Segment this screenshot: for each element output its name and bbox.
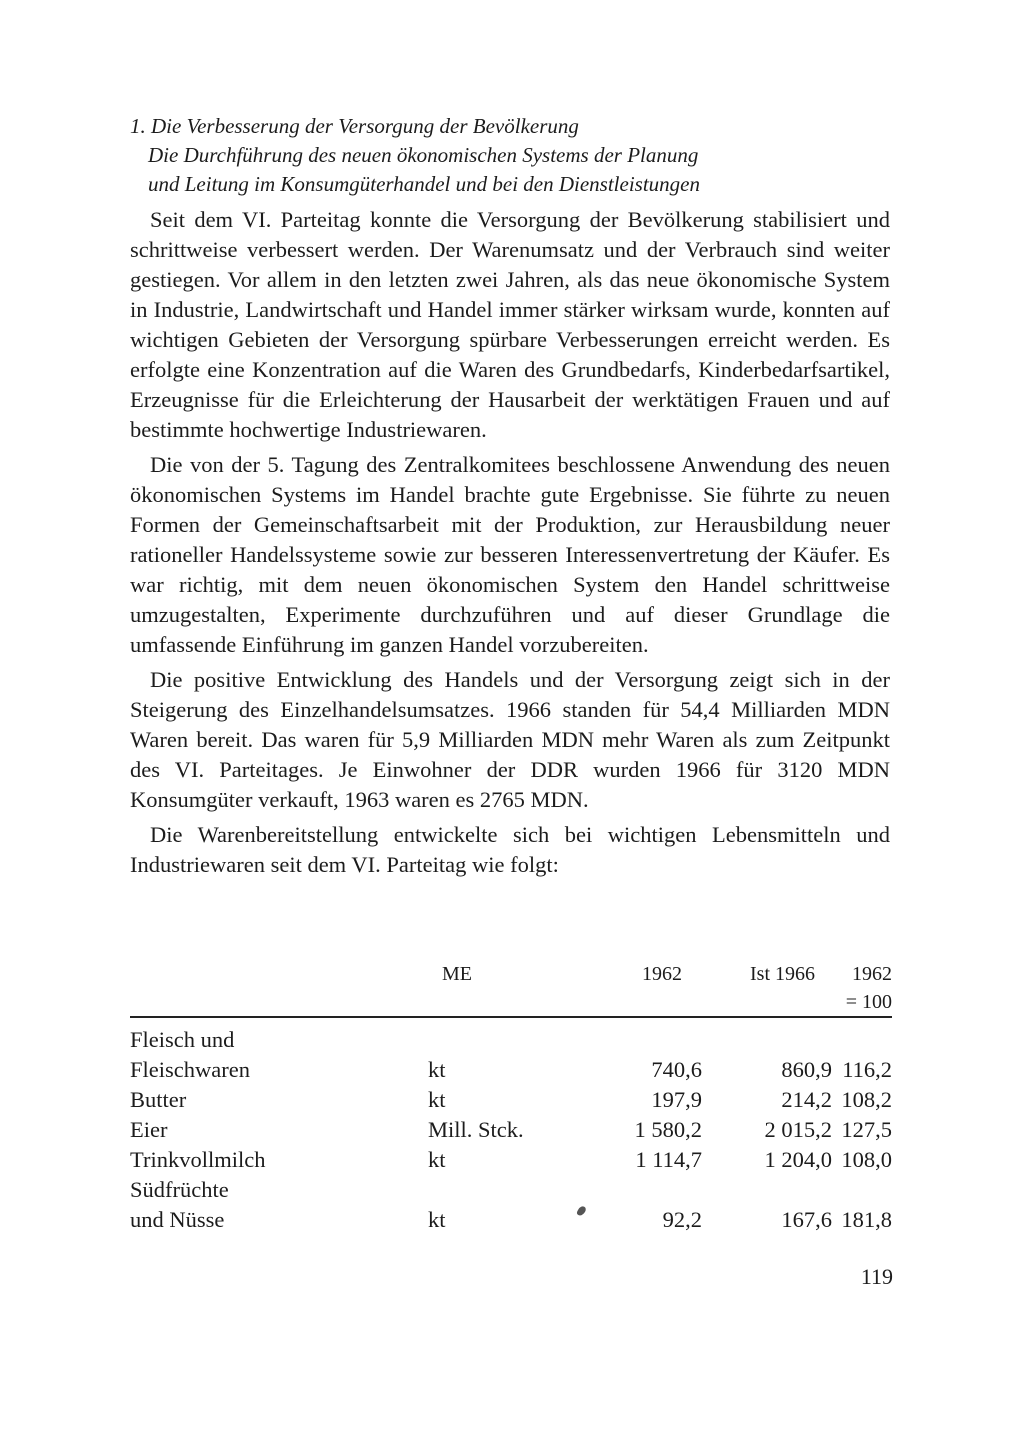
- row-value-1966: 2 015,2: [764, 1117, 832, 1142]
- row-unit: kt: [428, 1057, 446, 1082]
- row-label: Südfrüchte: [130, 1177, 229, 1202]
- table-body: [130, 1018, 892, 1235]
- header-index-bottom: = 100: [845, 991, 892, 1013]
- row-index: 108,2: [841, 1087, 892, 1112]
- heading-line-2: Die Durchführung des neuen ökonomischen Systems der Planung: [148, 143, 699, 167]
- row-unit: Mill. Stck.: [428, 1117, 524, 1142]
- paragraph-1: Seit dem VI. Parteitag konnte die Versorgung der Bevölkerung stabilisiert und schrittweise verbessert werden. Der Warenumsatz und der Verbrauch sind weiter gestiegen. Vor allem in den letzten zwei Jahren, als das neue ökonomische System in Industrie, Landwirtschaft und Handel immer stärker wirksam wurde, konnten auf wichtigen Gebieten der Versorgung spürbare Verbesserungen erreicht werden. Es erfolgte eine Konzentration auf die Waren des Grundbedarfs, Kinderbedarfsartikel, Erzeugnisse für die Erleichterung der Hausarbeit der werktätigen Frauen und auf bestimmte hochwertige Industriewaren.: [130, 207, 890, 442]
- header-index: [846, 960, 892, 1016]
- row-label-cont: und Nüsse: [130, 1207, 225, 1232]
- paragraph-2: Die von der 5. Tagung des Zentralkomitees beschlossene Anwendung des neuen ökonomischen Systems im Handel brachte gute Ergebnisse. Sie führte zu neuen Formen der Gemeinschaftsarbeit mit der Produktion, zur Herausbildung neuer rationeller Handelssysteme sowie zur besseren Interessenvertretung der Käufer. Es war richtig, mit dem neuen ökonomischen System den Handel schrittweise umzugestalten, Experimente durchzuführen und auf dieser Grundlage die umfassende Einführung im ganzen Handel vorzubereiten.: [130, 452, 890, 657]
- paragraph-3: Die positive Entwicklung des Handels und der Versorgung zeigt sich in der Steigerung des Einzelhandelsumsatzes. 1966 standen für 54,4 Milliarden MDN Waren bereit. Das waren für 5,9 Milliarden MDN mehr Waren als zum Zeitpunkt des VI. Parteitages. Je Einwohner der DDR wurden 1966 für 3120 MDN Konsumgüter verkauft, 1963 waren es 2765 MDN.: [130, 667, 890, 812]
- table-row: [130, 1115, 892, 1145]
- row-index: 108,0: [841, 1147, 892, 1172]
- table-header: [130, 958, 892, 1018]
- row-value-1966: 167,6: [781, 1207, 832, 1232]
- row-value-1966: 214,2: [781, 1087, 832, 1112]
- row-value-1962: 1 580,2: [634, 1117, 702, 1142]
- section-heading: [130, 112, 870, 199]
- header-me: ME: [442, 963, 472, 985]
- row-label-cont: Fleischwaren: [130, 1057, 250, 1082]
- paragraph-4: Die Warenbereitstellung entwickelte sich bei wichtigen Lebensmitteln und Industriewaren seit dem VI. Parteitag wie folgt:: [130, 822, 890, 877]
- table-row: [130, 1145, 892, 1175]
- supply-table: [130, 958, 892, 1235]
- header-ist-1966: Ist 1966: [750, 963, 815, 985]
- row-value-1966: 1 204,0: [764, 1147, 832, 1172]
- row-value-1962: 197,9: [651, 1087, 702, 1112]
- page-number: 119: [860, 1264, 893, 1289]
- row-index: 127,5: [841, 1117, 892, 1142]
- header-index-top: 1962: [852, 963, 892, 985]
- heading-line-3: und Leitung im Konsumgüterhandel und bei den Dienstleistungen: [148, 172, 700, 196]
- body-text: [130, 205, 890, 885]
- table-row: [130, 1025, 892, 1085]
- row-index: 116,2: [842, 1057, 892, 1082]
- header-1962: 1962: [642, 963, 682, 985]
- row-index: 181,8: [841, 1207, 892, 1232]
- row-unit: kt: [428, 1087, 446, 1112]
- table-row: [130, 1085, 892, 1115]
- table-row: [130, 1175, 892, 1235]
- row-label: Butter: [130, 1087, 187, 1112]
- row-label: Trinkvollmilch: [130, 1147, 266, 1172]
- row-value-1962: 740,6: [651, 1057, 702, 1082]
- row-value-1966: 860,9: [781, 1057, 832, 1082]
- row-label: Fleisch und: [130, 1027, 235, 1052]
- heading-line-1: 1. Die Verbesserung der Versorgung der Bevölkerung: [130, 114, 579, 138]
- row-unit: kt: [428, 1207, 446, 1232]
- row-label: Eier: [130, 1117, 168, 1142]
- row-unit: kt: [428, 1147, 446, 1172]
- row-value-1962: 1 114,7: [635, 1147, 702, 1172]
- row-value-1962: 92,2: [662, 1207, 702, 1232]
